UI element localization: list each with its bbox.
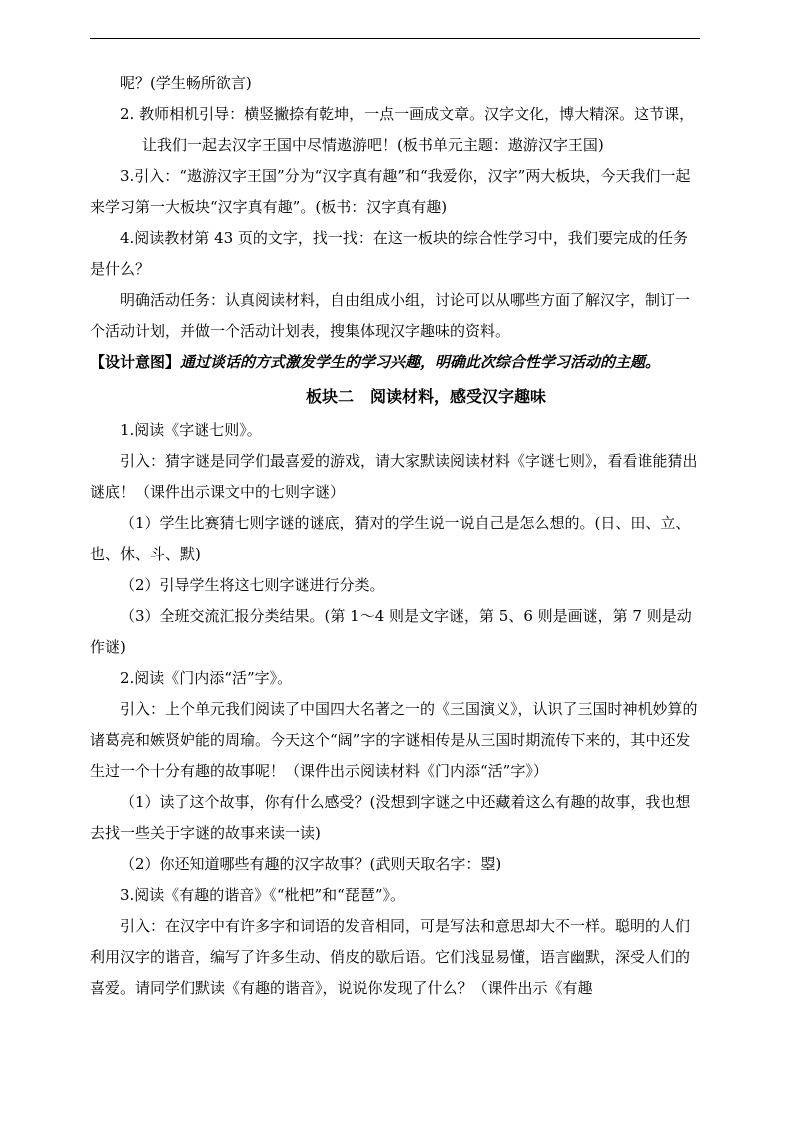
paragraph: 引入：上个单元我们阅读了中国四大名著之一的《三国演义》，认识了三国时神机妙算的诸葛亮和嫉贤妒能的周瑜。今天这个“阔”字的字谜相传是从三国时期流传下来的，其中还发生过一个十分有趣的故事呢！（课件出示阅读材料《门内添“活”字》）	[90, 700, 698, 780]
paragraph: 引入：在汉字中有许多字和词语的发音相同，可是写法和意思却大不一样。聪明的人们利用汉字的谐音，编写了许多生动、俏皮的歇后语。它们浅显易懂，语言幽默，深受人们的喜爱。请同学们默读《有趣的谐音》，说说你发现了什么？（课件出示《有趣	[90, 917, 691, 997]
paragraph: 引入：猜字谜是同学们最喜爱的游戏，请大家默读阅读材料《字谜七则》，看看谁能猜出谜底！（课件出示课文中的七则字谜）	[90, 452, 698, 501]
design-intent-text: 通过谈话的方式激发学生的学习兴趣，明确此次综合性学习活动的主题。	[180, 353, 661, 371]
section-title: 板块二 阅读材料，感受汉字趣味	[305, 387, 546, 406]
paragraph: 4.阅读教材第 43 页的文字，找一找：在这一板块的综合性学习中，我们要完成的任务是什么？	[90, 229, 688, 278]
paragraph: （1）学生比赛猜七则字谜的谜底，猜对的学生说一说自己是怎么想的。(日、田、立、也、休、斗、默)	[90, 514, 691, 563]
paragraph: 明确活动任务：认真阅读材料，自由组成小组，讨论可以从哪些方面了解汉字，制订一个活动计划，并做一个活动计划表，搜集体现汉字趣味的资料。	[90, 291, 691, 340]
design-intent	[90, 347, 702, 378]
paragraph: 3.引入：“遨游汉字王国”分为“汉字真有趣”和“我爱你，汉字”两大板块，今天我们一起来学习第一大板块“汉字真有趣”。(板书：汉字真有趣)	[90, 167, 691, 216]
design-intent-label: 【设计意图】	[90, 353, 181, 371]
paragraph: 2.阅读《门内添“活”字》。	[120, 669, 293, 687]
paragraph: （2）你还知道哪些有趣的汉字故事？(武则天取名字：曌)	[120, 855, 502, 873]
paragraph: 1.阅读《字谜七则》。	[120, 421, 262, 439]
paragraph: （1）读了这个故事，你有什么感受？(没想到字谜之中还藏着这么有趣的故事，我也想去找一些关于字谜的故事来读一读)	[90, 793, 691, 842]
paragraph: （2）引导学生将这七则字谜进行分类。	[120, 576, 385, 594]
document-body	[90, 68, 702, 1004]
paragraph: 3.阅读《有趣的谐音》《“枇杷”和“琵琶”》。	[120, 886, 405, 904]
paragraph: （3）全班交流汇报分类结果。(第 1～4 则是文字谜，第 5、6 则是画谜，第 7 则是动作谜)	[90, 607, 692, 656]
paragraph: 2. 教师相机引导：横竖撇捺有乾坤，一点一画成文章。汉字文化，博大精深。这节课，让我们一起去汉字王国中尽情遨游吧！(板书单元主题：遨游汉字王国)	[120, 105, 695, 154]
header-rule	[90, 38, 700, 39]
paragraph: 呢？(学生畅所欲言)	[120, 74, 252, 92]
